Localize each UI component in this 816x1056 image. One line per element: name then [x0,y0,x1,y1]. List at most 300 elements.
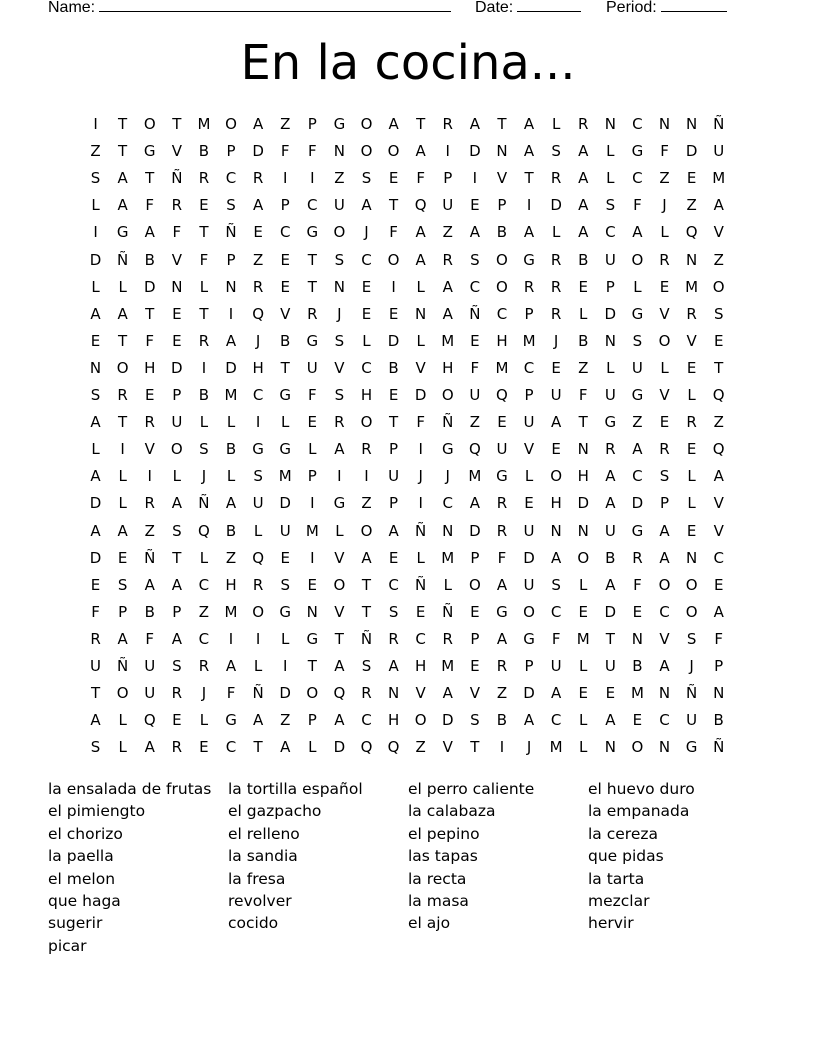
grid-letter: R [117,386,128,404]
grid-letter: Ñ [117,250,129,269]
grid-letter: G [306,223,319,242]
grid-letter: N [225,277,237,296]
grid-letter: P [659,494,670,513]
grid-letter: V [442,738,453,757]
grid-letter: E [524,494,534,513]
grid-letter: C [632,169,643,188]
grid-letter: Ñ [225,223,237,242]
grid-letter: A [225,331,237,350]
grid-letter: T [714,358,724,377]
grid-letter: E [117,548,128,567]
grid-letter: A [551,413,562,432]
grid-letter: P [307,711,317,730]
grid-letter: E [415,602,426,621]
grid-letter: S [470,250,480,269]
word-list-item: el huevo duro [588,780,695,798]
grid-letter: S [388,602,399,621]
grid-letter: F [91,602,100,621]
grid-letter: L [172,467,181,486]
grid-letter: Z [713,250,724,269]
grid-letter: P [605,277,615,296]
grid-letter: R [198,657,210,675]
grid-letter: Q [468,440,481,459]
grid-letter: P [524,304,534,323]
grid-letter: V [659,386,670,404]
grid-letter: A [415,250,426,269]
grid-letter: U [604,386,616,404]
grid-letter: O [360,115,373,133]
grid-letter: U [90,657,102,675]
grid-letter: B [144,602,155,621]
grid-row [82,545,734,572]
word-list-item: el pimiengto [48,802,146,821]
grid-letter: Z [469,413,480,432]
grid-letter: D [89,548,102,567]
grid-letter: I [472,169,478,188]
grid-row [82,219,734,246]
grid-letter: P [389,494,399,513]
grid-letter: S [172,521,182,540]
grid-letter: C [361,711,372,730]
grid-letter: Z [578,358,589,377]
grid-letter: F [633,196,642,215]
grid-row [82,734,734,761]
word-list-item: que pidas [588,847,664,866]
grid-letter: E [172,304,182,323]
grid-letter: R [496,657,508,675]
grid-letter: A [632,223,643,242]
grid-letter: T [172,115,182,133]
grid-letter: G [306,331,319,350]
name-blank-line[interactable] [99,0,451,12]
grid-letter: A [90,304,101,323]
grid-letter: E [686,169,697,188]
grid-letter: Z [198,602,210,621]
grid-letter: J [364,223,369,242]
grid-letter: U [306,358,318,377]
grid-letter: A [523,142,535,161]
word-list-item: el relleno [228,824,300,843]
grid-letter: C [361,358,372,377]
grid-letter: J [689,657,694,675]
grid-letter: L [118,277,127,296]
grid-letter: L [362,331,371,350]
grid-letter: L [687,386,696,404]
grid-letter: B [496,223,508,242]
grid-letter: H [496,331,508,350]
grid-letter: H [577,467,589,486]
grid-letter: A [442,304,453,323]
grid-letter: C [713,548,724,567]
grid-letter: J [337,304,342,323]
grid-letter: T [388,196,399,215]
grid-letter: C [307,196,318,215]
grid-letter: C [605,223,616,242]
date-label: Date: [475,0,514,16]
grid-letter: P [118,602,128,621]
grid-letter: P [470,548,480,567]
word-list-item: la recta [408,869,467,888]
grid-letter: C [388,575,399,594]
grid-letter: S [551,142,561,161]
grid-letter: A [415,142,426,161]
grid-letter: O [631,250,644,269]
grid-letter: V [496,169,508,188]
grid-letter: N [685,250,698,269]
grid-letter: T [280,358,290,377]
grid-letter: O [387,250,400,269]
grid-letter: C [279,223,291,242]
grid-letter: N [333,142,345,161]
grid-letter: N [577,521,589,540]
grid-letter: M [197,115,211,133]
grid-letter: G [523,629,535,648]
grid-letter: Z [144,521,155,540]
grid-letter: T [334,629,344,648]
grid-letter: R [442,250,453,269]
grid-letter: U [523,521,535,540]
grid-letter: E [470,657,480,675]
grid-letter: T [524,169,534,188]
grid-letter: F [389,223,398,242]
grid-row [82,247,734,274]
period-blank-line[interactable] [661,0,727,12]
word-list-item: el melon [48,869,116,888]
grid-letter: N [685,115,698,133]
grid-letter: B [144,250,155,269]
grid-letter: E [470,331,480,350]
grid-letter: S [470,711,480,730]
grid-letter: E [388,386,399,404]
grid-letter: D [171,358,183,377]
grid-letter: A [225,657,237,675]
grid-letter: M [685,277,699,296]
grid-letter: J [201,467,207,486]
grid-letter: B [280,331,291,350]
grid-letter: L [687,467,696,486]
grid-letter: O [685,575,698,594]
grid-letter: T [307,657,317,675]
grid-letter: Ñ [198,494,210,513]
grid-letter: U [469,386,481,404]
grid-letter: E [578,602,588,621]
grid-letter: R [334,413,345,432]
grid-letter: C [361,250,372,269]
grid-letter: B [713,711,724,730]
grid-letter: Z [632,413,643,432]
grid-letter: D [469,142,481,161]
grid-letter: P [307,115,317,133]
grid-letter: D [604,304,617,323]
grid-row [82,409,734,436]
grid-letter: N [415,304,427,323]
grid-letter: A [90,413,101,432]
grid-letter: A [578,223,589,242]
grid-letter: I [337,467,342,486]
grid-letter: D [523,684,535,703]
grid-letter: O [306,684,319,703]
grid-letter: E [686,521,697,540]
grid-letter: Ñ [415,575,427,594]
grid-letter: O [685,602,698,621]
grid-letter: N [658,684,671,703]
grid-letter: G [523,250,535,269]
grid-letter: U [442,196,454,215]
grid-letter: I [310,548,315,567]
grid-letter: U [171,413,183,432]
grid-letter: Z [280,711,291,730]
grid-letter: F [551,629,561,648]
grid-letter: E [659,277,670,296]
grid-letter: R [550,277,562,296]
grid-letter: T [388,413,399,432]
grid-letter: Q [360,738,373,757]
grid-letter: A [334,440,345,459]
grid-letter: E [632,711,643,730]
grid-letter: U [388,467,400,486]
grid-letter: G [604,413,617,432]
grid-letter: A [144,575,155,594]
grid-letter: Q [252,548,265,567]
grid-letter: R [171,196,183,215]
grid-letter: T [605,629,615,648]
date-field[interactable] [475,0,581,17]
grid-letter: D [89,494,102,513]
grid-letter: Ñ [442,602,454,621]
grid-letter: H [442,358,454,377]
grid-letter: J [255,331,261,350]
grid-letter: A [469,494,480,513]
grid-letter: P [280,196,290,215]
grid-letter: A [551,548,562,567]
grid-letter: D [89,250,102,269]
grid-letter: A [144,223,155,242]
grid-letter: G [441,440,454,459]
grid-letter: Z [686,196,697,215]
grid-letter: A [117,521,128,540]
grid-letter: F [145,196,155,215]
grid-letter: I [93,115,98,133]
grid-letter: S [361,657,372,675]
grid-letter: R [632,548,643,567]
grid-letter: L [226,467,236,486]
grid-letter: Z [415,738,426,757]
grid-letter: A [280,738,291,757]
grid-letter: U [523,575,535,594]
grid-letter: Q [712,386,725,404]
grid-letter: A [388,657,399,675]
grid-letter: C [550,602,562,621]
grid-letter: O [468,575,481,594]
grid-letter: B [198,386,210,404]
header [0,0,816,21]
grid-letter: M [441,331,455,350]
grid-letter: F [660,142,669,161]
grid-letter: V [686,331,697,350]
grid-letter: F [633,575,642,594]
grid-letter: U [333,196,345,215]
grid-row [82,680,734,707]
grid-letter: Q [198,521,210,540]
grid-letter: B [632,657,643,675]
grid-letter: P [307,467,317,486]
grid-letter: F [497,548,507,567]
grid-letter: E [551,358,561,377]
grid-letter: A [117,196,128,215]
grid-letter: V [415,358,426,377]
grid-letter: P [226,142,236,161]
grid-letter: A [605,494,616,513]
word-list-item: revolver [228,892,292,910]
grid-letter: L [416,548,425,567]
grid-letter: U [144,684,156,703]
word-list-item: la cereza [588,824,658,843]
grid-letter: A [90,711,101,730]
grid-letter: V [334,602,345,621]
word-list-item: la tarta [588,869,645,888]
grid-letter: J [445,467,450,486]
grid-letter: U [604,250,616,269]
grid-letter: P [524,657,534,675]
grid-letter: F [280,142,290,161]
grid-letter: E [686,440,697,459]
grid-letter: R [659,250,670,269]
grid-letter: E [361,304,372,323]
grid-row [82,111,734,138]
grid-letter: N [550,521,562,540]
grid-letter: A [523,115,535,133]
grid-letter: G [279,602,292,621]
grid-letter: G [631,142,644,161]
date-blank-line[interactable] [517,0,581,12]
grid-letter: R [388,629,399,648]
grid-letter: A [117,304,128,323]
grid-letter: G [279,386,292,404]
grid-letter: A [361,196,372,215]
grid-letter: S [90,169,101,188]
grid-letter: A [469,223,480,242]
grid-letter: I [255,629,261,648]
grid-letter: R [605,440,616,459]
grid-letter: S [90,738,101,757]
word-list-item: las tapas [408,847,478,866]
grid-letter: D [604,602,617,621]
grid-letter: E [388,548,399,567]
grid-letter: A [334,711,345,730]
grid-letter: R [550,169,562,188]
grid-letter: G [306,629,319,648]
grid-letter: G [685,738,698,757]
grid-letter: N [442,521,454,540]
grid-letter: R [90,629,101,648]
grid-letter: L [91,196,100,215]
grid-letter: I [310,494,315,513]
grid-letter: R [144,413,155,432]
page-title: En la cocina... [240,35,576,91]
grid-letter: E [361,277,372,296]
grid-letter: G [333,494,346,513]
grid-letter: B [388,358,399,377]
grid-letter: O [712,277,725,296]
grid-letter: A [171,575,182,594]
grid-letter: V [523,440,535,459]
grid-letter: R [659,440,670,459]
grid-letter: R [307,304,318,323]
grid-letter: J [418,467,423,486]
grid-letter: P [714,657,724,675]
grid-letter: A [659,657,670,675]
grid-letter: M [224,602,238,621]
grid-letter: E [578,277,588,296]
grid-letter: Ñ [415,521,427,540]
grid-letter: M [495,358,509,377]
grid-letter: S [253,467,263,486]
grid-letter: Z [90,142,101,161]
name-field[interactable] [48,0,451,17]
grid-letter: C [659,711,670,730]
grid-letter: T [145,169,155,188]
grid-letter: O [170,440,183,459]
grid-letter: J [553,331,559,350]
grid-letter: O [414,711,427,730]
grid-letter: R [252,169,264,188]
grid-letter: I [255,413,261,432]
grid-letter: S [334,331,345,350]
grid-letter: C [632,115,643,133]
grid-letter: O [360,521,373,540]
grid-letter: A [171,629,182,648]
grid-letter: R [442,115,453,133]
grid-letter: E [307,575,318,594]
grid-letter: C [198,575,210,594]
grid-letter: U [604,657,616,675]
grid-letter: D [279,684,291,703]
grid-letter: Z [280,115,291,133]
grid-letter: E [388,304,399,323]
grid-letter: F [578,386,588,404]
grid-letter: T [361,575,372,594]
grid-row [82,653,734,680]
grid-letter: G [252,440,264,459]
grid-letter: B [578,331,589,350]
grid-letter: N [89,358,102,377]
grid-letter: O [441,386,454,404]
grid-row [82,518,734,545]
grid-letter: L [524,467,534,486]
grid-letter: V [144,440,155,459]
grid-letter: Q [414,196,427,215]
grid-letter: G [631,386,644,404]
grid-letter: F [307,386,317,404]
grid-letter: Ñ [360,629,373,648]
grid-letter: R [361,684,372,703]
grid-row [82,463,734,490]
grid-letter: L [199,277,209,296]
grid-letter: M [441,657,455,675]
grid-letter: U [279,521,291,540]
grid-row [82,274,734,301]
grid-letter: M [224,386,238,404]
period-field[interactable] [606,0,727,17]
grid-letter: I [201,358,207,377]
grid-letter: L [91,277,100,296]
grid-letter: L [579,738,588,757]
grid-letter: I [364,467,369,486]
grid-letter: S [226,196,236,215]
grid-letter: B [225,440,237,459]
grid-letter: Z [496,684,508,703]
grid-letter: F [307,142,317,161]
